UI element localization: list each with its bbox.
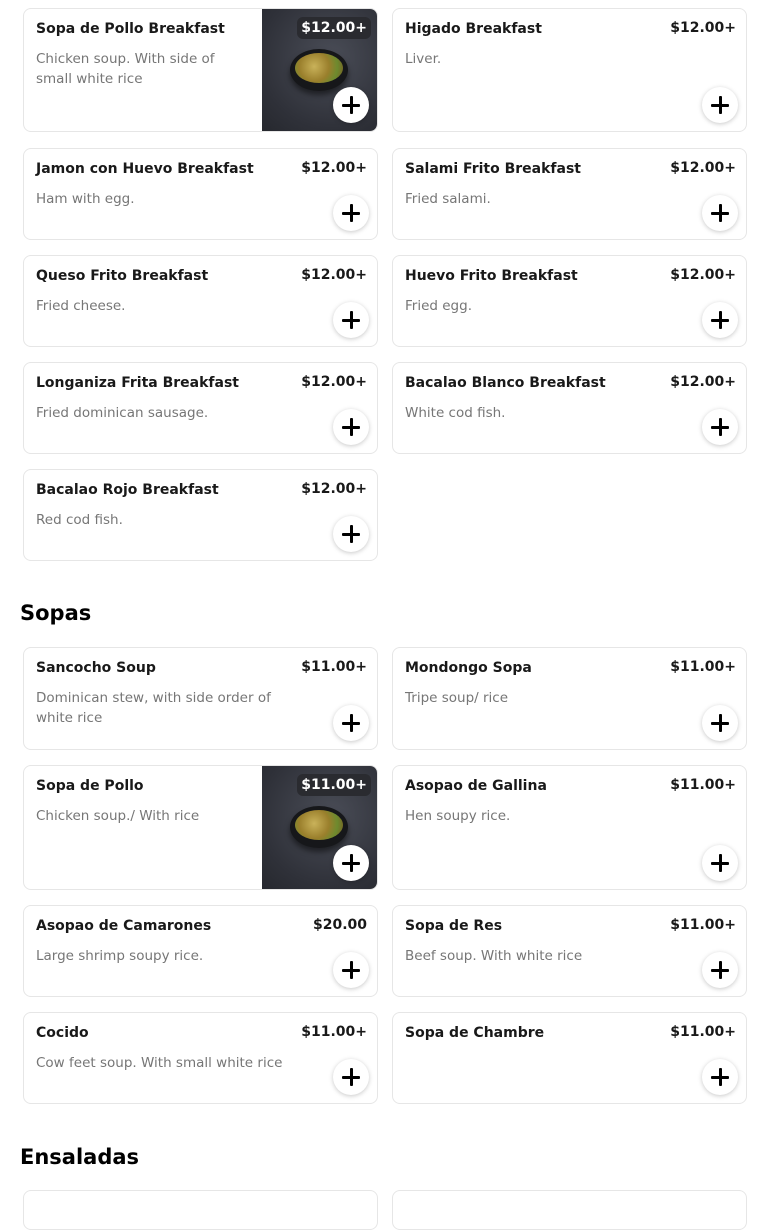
soup-shape bbox=[295, 53, 343, 83]
add-item-button[interactable] bbox=[333, 409, 369, 445]
plus-icon bbox=[711, 714, 729, 732]
item-description: Fried egg. bbox=[405, 298, 472, 314]
item-name: Queso Frito Breakfast bbox=[36, 268, 209, 284]
soup-shape bbox=[295, 810, 343, 840]
plus-icon bbox=[342, 204, 360, 222]
plus-icon bbox=[342, 961, 360, 979]
menu-item-card[interactable] bbox=[392, 647, 747, 750]
item-description: Liver. bbox=[405, 51, 442, 67]
item-description: Fried cheese. bbox=[36, 298, 126, 314]
item-description: Beef soup. With white rice bbox=[405, 948, 583, 964]
add-item-button[interactable] bbox=[702, 87, 738, 123]
add-item-button[interactable] bbox=[702, 845, 738, 881]
item-description: Chicken soup. With side of small white rice bbox=[36, 51, 215, 87]
item-price: $12.00+ bbox=[301, 374, 367, 390]
item-price: $12.00+ bbox=[670, 20, 736, 36]
item-price: $11.00+ bbox=[297, 774, 371, 796]
plus-icon bbox=[711, 961, 729, 979]
menu-item-card[interactable] bbox=[392, 905, 747, 997]
item-price: $12.00+ bbox=[301, 267, 367, 283]
item-description: Hen soupy rice. bbox=[405, 808, 511, 824]
add-item-button[interactable] bbox=[333, 87, 369, 123]
menu-item-card[interactable] bbox=[392, 148, 747, 240]
item-description: White cod fish. bbox=[405, 405, 506, 421]
add-item-button[interactable] bbox=[702, 302, 738, 338]
plus-icon bbox=[711, 311, 729, 329]
add-item-button[interactable] bbox=[333, 1059, 369, 1095]
item-name: Asopao de Camarones bbox=[36, 918, 212, 934]
plus-icon bbox=[711, 854, 729, 872]
item-name: Bacalao Rojo Breakfast bbox=[36, 482, 219, 498]
item-name: Asopao de Gallina bbox=[405, 778, 547, 794]
item-description: Red cod fish. bbox=[36, 512, 123, 528]
add-item-button[interactable] bbox=[333, 705, 369, 741]
item-price: $11.00+ bbox=[301, 659, 367, 675]
menu-item-card[interactable] bbox=[392, 362, 747, 454]
item-price: $12.00+ bbox=[670, 267, 736, 283]
item-description: Fried dominican sausage. bbox=[36, 405, 209, 421]
plus-icon bbox=[711, 204, 729, 222]
item-description: Tripe soup/ rice bbox=[405, 690, 509, 706]
item-description: Fried salami. bbox=[405, 191, 491, 207]
item-price: $11.00+ bbox=[301, 1024, 367, 1040]
item-name: Salami Frito Breakfast bbox=[405, 161, 581, 177]
menu-item-card[interactable] bbox=[23, 1190, 378, 1230]
item-name: Higado Breakfast bbox=[405, 21, 542, 37]
section-title-ensaladas: Ensaladas bbox=[20, 1145, 140, 1169]
add-item-button[interactable] bbox=[702, 195, 738, 231]
item-price: $12.00+ bbox=[297, 17, 371, 39]
menu-item-card[interactable] bbox=[392, 8, 747, 132]
menu-item-card[interactable] bbox=[23, 905, 378, 997]
item-price: $11.00+ bbox=[670, 777, 736, 793]
add-item-button[interactable] bbox=[333, 516, 369, 552]
item-name: Longaniza Frita Breakfast bbox=[36, 375, 239, 391]
item-price: $11.00+ bbox=[670, 659, 736, 675]
menu-item-card[interactable] bbox=[392, 1012, 747, 1104]
add-item-button[interactable] bbox=[333, 195, 369, 231]
add-item-button[interactable] bbox=[702, 952, 738, 988]
item-name: Cocido bbox=[36, 1025, 89, 1041]
item-name: Sopa de Res bbox=[405, 918, 503, 934]
plus-icon bbox=[342, 854, 360, 872]
item-name: Sopa de Pollo bbox=[36, 778, 144, 794]
add-item-button[interactable] bbox=[702, 409, 738, 445]
item-name: Sopa de Chambre bbox=[405, 1025, 545, 1041]
plus-icon bbox=[342, 525, 360, 543]
add-item-button[interactable] bbox=[333, 845, 369, 881]
plus-icon bbox=[342, 714, 360, 732]
section-title-sopas: Sopas bbox=[20, 601, 92, 625]
item-name: Sopa de Pollo Breakfast bbox=[36, 21, 225, 37]
menu-item-card[interactable] bbox=[392, 255, 747, 347]
item-name: Bacalao Blanco Breakfast bbox=[405, 375, 606, 391]
add-item-button[interactable] bbox=[702, 705, 738, 741]
item-price: $11.00+ bbox=[670, 917, 736, 933]
menu-item-card[interactable] bbox=[392, 1190, 747, 1230]
item-description: Large shrimp soupy rice. bbox=[36, 948, 204, 964]
item-price: $12.00+ bbox=[670, 374, 736, 390]
menu-item-card[interactable] bbox=[23, 1012, 378, 1104]
item-name: Jamon con Huevo Breakfast bbox=[36, 161, 254, 177]
add-item-button[interactable] bbox=[333, 952, 369, 988]
item-description: Chicken soup./ With rice bbox=[36, 808, 200, 824]
plus-icon bbox=[711, 1068, 729, 1086]
plus-icon bbox=[342, 311, 360, 329]
plus-icon bbox=[342, 418, 360, 436]
item-price: $12.00+ bbox=[301, 160, 367, 176]
plus-icon bbox=[342, 96, 360, 114]
item-price: $11.00+ bbox=[670, 1024, 736, 1040]
menu-item-card[interactable] bbox=[23, 647, 378, 750]
menu-item-card[interactable] bbox=[23, 255, 378, 347]
item-description: Ham with egg. bbox=[36, 191, 135, 207]
menu-item-card[interactable] bbox=[23, 362, 378, 454]
item-description: Dominican stew, with side order of white rice bbox=[36, 690, 271, 726]
plus-icon bbox=[711, 418, 729, 436]
menu-item-card[interactable] bbox=[23, 469, 378, 561]
item-name: Sancocho Soup bbox=[36, 660, 156, 676]
plus-icon bbox=[711, 96, 729, 114]
menu-item-card[interactable] bbox=[392, 765, 747, 890]
item-description: Cow feet soup. With small white rice bbox=[36, 1055, 283, 1071]
plus-icon bbox=[342, 1068, 360, 1086]
item-price: $20.00 bbox=[312, 917, 367, 933]
menu-item-card[interactable] bbox=[23, 148, 378, 240]
item-name: Mondongo Sopa bbox=[405, 660, 532, 676]
menu-item-card[interactable] bbox=[23, 8, 378, 132]
item-price: $12.00+ bbox=[301, 481, 367, 497]
add-item-button[interactable] bbox=[702, 1059, 738, 1095]
item-name: Huevo Frito Breakfast bbox=[405, 268, 578, 284]
menu-item-card[interactable] bbox=[23, 765, 378, 890]
add-item-button[interactable] bbox=[333, 302, 369, 338]
item-price: $12.00+ bbox=[670, 160, 736, 176]
